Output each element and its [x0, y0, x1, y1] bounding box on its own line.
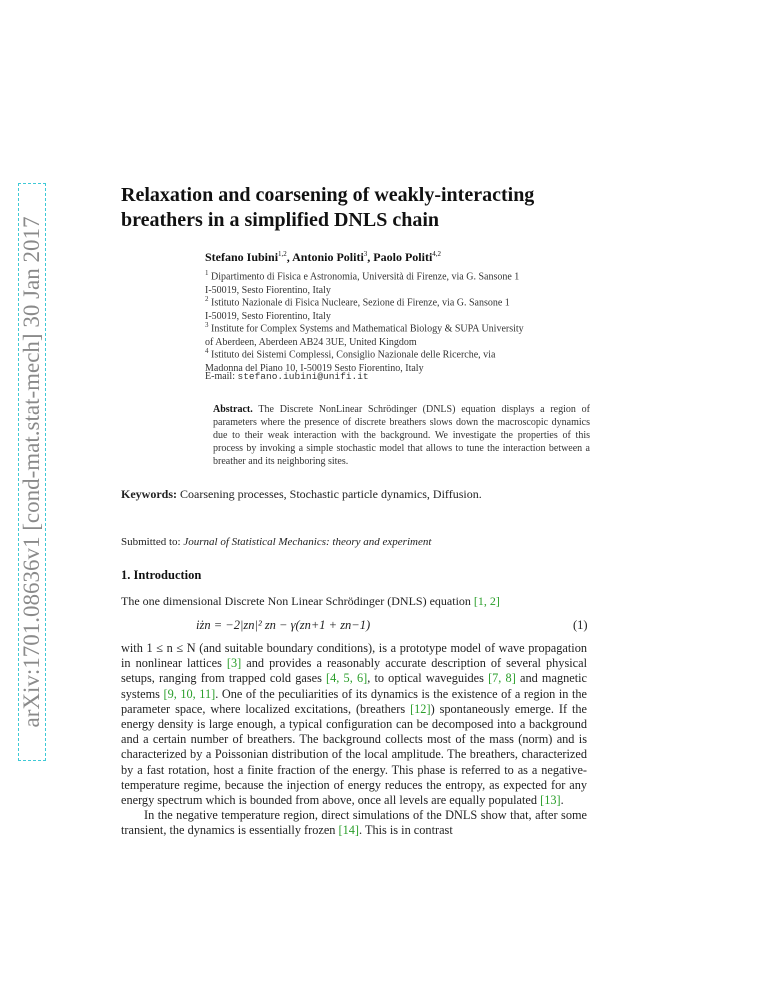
- body-text-run: and provides a reasonably accurate description of several physical setups, ranging from trapped cold gases: [121, 656, 587, 686]
- intro-line: [121, 594, 587, 609]
- abstract-text: The Discrete NonLinear Schrödinger (DNLS) equation displays a region of parameters where the presence of discrete breathers slows down the macroscopic dynamics due to their weak interaction with the background. We investigate the properties of this process by invoking a simple stochastic model that allows to tune the interaction between a breather and its neighboring sites.: [213, 404, 590, 467]
- affiliation-number: 2: [205, 295, 209, 303]
- keywords-label: Keywords:: [121, 487, 177, 501]
- email-line: [205, 371, 369, 382]
- author-name: Antonio Politi: [292, 250, 364, 264]
- keywords-text: Coarsening processes, Stochastic particle dynamics, Diffusion.: [180, 487, 482, 501]
- affiliation-line: I-50019, Sesto Fiorentino, Italy: [205, 310, 331, 322]
- title-line-1: Relaxation and coarsening of weakly-interacting: [121, 184, 535, 206]
- body-text-run: .: [560, 793, 564, 808]
- affiliation-number: 3: [205, 321, 209, 329]
- citation-link[interactable]: [7, 8]: [488, 671, 516, 686]
- arxiv-stamp: [18, 183, 46, 761]
- affiliation-number: 4: [205, 347, 209, 355]
- affiliation-line: Dipartimento di Fisica e Astronomia, Università di Firenze, via G. Sansone 1: [211, 271, 520, 283]
- affiliation-line: Istituto Nazionale di Fisica Nucleare, Sezione di Firenze, via G. Sansone 1: [211, 297, 510, 309]
- body-text-run: In the negative temperature region, direct simulations of the DNLS show that, after some transient, the dynamics is essentially frozen: [121, 808, 587, 838]
- abstract-label: Abstract.: [213, 404, 253, 415]
- body-text: [121, 641, 587, 839]
- author-sup: 4,2: [432, 250, 442, 258]
- intro-lead: The one dimensional Discrete Non Linear Schrödinger (DNLS) equation: [121, 594, 471, 608]
- affiliation-line: I-50019, Sesto Fiorentino, Italy: [205, 284, 331, 296]
- paragraph-1: [121, 641, 587, 808]
- citation-link[interactable]: [12]: [410, 701, 431, 716]
- citation-link[interactable]: [1, 2]: [473, 594, 500, 608]
- body-text-run: , to optical waveguides: [367, 671, 489, 686]
- author-sup: 1,2: [278, 250, 287, 258]
- keywords: [121, 487, 587, 502]
- affiliation-line: of Aberdeen, Aberdeen AB24 3UE, United Kingdom: [205, 336, 417, 348]
- affiliation-number: 1: [205, 269, 209, 277]
- author-name: Paolo Politi: [373, 250, 433, 264]
- equation-number: (1): [573, 618, 588, 632]
- author-name: Stefano Iubini: [205, 250, 279, 264]
- affiliation-line: Institute for Complex Systems and Mathematical Biology & SUPA University: [211, 323, 524, 335]
- abstract: [213, 403, 590, 468]
- citation-link[interactable]: [4, 5, 6]: [326, 671, 368, 686]
- citation-link[interactable]: [13]: [540, 793, 561, 808]
- submitted-journal: Journal of Statistical Mechanics: theory and experiment: [183, 536, 432, 548]
- email-label: E-mail:: [205, 371, 235, 382]
- submitted-line: [121, 536, 587, 548]
- body-text-run: . This is in contrast: [359, 823, 453, 838]
- body-text-run: with 1 ≤ n ≤ N (and suitable boundary conditions), is a prototype model of wave propagation in nonlinear lattices: [121, 641, 587, 671]
- body-text-run: and magnetic systems: [121, 671, 587, 701]
- title-line-2: breathers in a simplified DNLS chain: [121, 209, 439, 231]
- citation-link[interactable]: [9, 10, 11]: [163, 686, 216, 701]
- citation-link[interactable]: [3]: [226, 656, 242, 671]
- body-text-run: . One of the peculiarities of its dynamics is the existence of a region in the parameter space, where localized excitations, (breathers: [121, 686, 587, 716]
- affiliation-line: Istituto dei Sistemi Complessi, Consiglio Nazionale delle Ricerche, via: [211, 349, 496, 361]
- paper-title: [121, 183, 587, 233]
- author-list: Stefano Iubini$^{1,2}$, Antonio Politi$^3$, Paolo Politi$^{4,2}$: [205, 250, 442, 264]
- author-sup: 3: [363, 250, 368, 258]
- email-address[interactable]: stefano.iubini@unifi.it: [237, 371, 369, 382]
- section-heading: 1. Introduction: [121, 568, 202, 582]
- paragraph-2: [121, 808, 587, 838]
- affiliation-line: Madonna del Piano 10, I-50019 Sesto Fiorentino, Italy: [205, 362, 424, 374]
- citation-link[interactable]: [14]: [338, 823, 360, 838]
- submitted-label: Submitted to:: [121, 536, 181, 548]
- arxiv-stamp-text: arXiv:1701.08636v1 [cond-mat.stat-mech] 30 Jan 2017: [19, 216, 44, 728]
- body-text-run: ) spontaneously emerge. If the energy density is large enough, a typical configuration can be decomposed into a background and a certain number of breathers. The background collects most of the mass (norm) and is characterized by a Poissonian distribution of the local amplitude. The breathers, characterized by a fast rotation, host a finite fraction of the energy. This phase is referred to as a negative-temperature regime, because the injection of energy reduces the entropy, as expected for any energy spectrum which is bounded from above, once all levels are equally populated: [121, 701, 587, 808]
- equation: iżn = −2|zn|² zn − γ(zn+1 + zn−1): [196, 618, 371, 632]
